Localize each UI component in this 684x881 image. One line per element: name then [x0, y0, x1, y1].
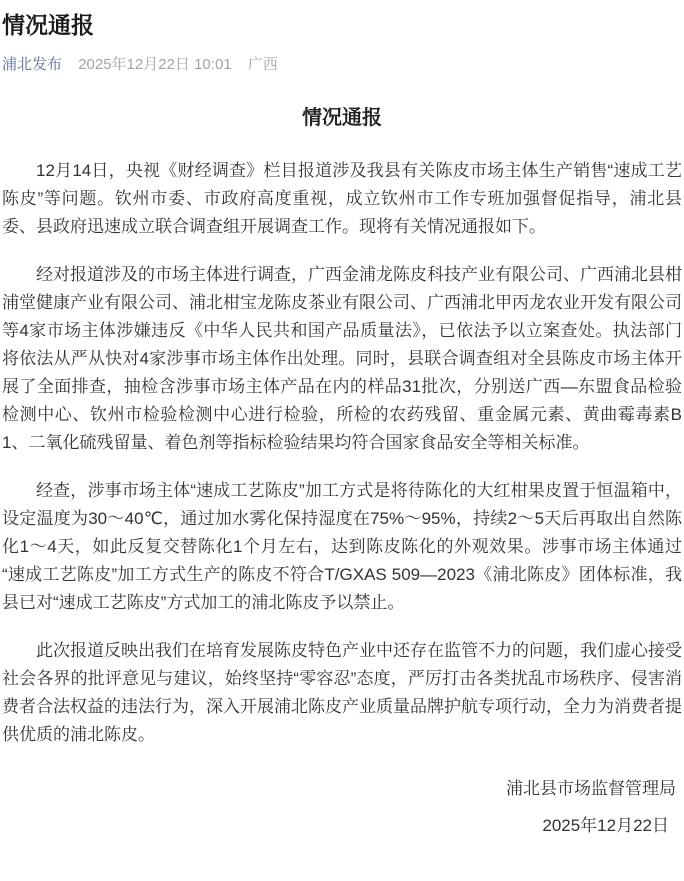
article-paragraph: 此次报道反映出我们在培育发展陈皮特色产业中还存在监管不力的问题，我们虚心接受社会各界的批评意见与建议，始终坚持“零容忍”态度，严厉打击各类扰乱市场秩序、侵害消费者合法权益的违法行为，深入开展浦北陈皮产业质量品牌护航专项行动，全力为消费者提供优质的浦北陈皮。 [2, 641, 682, 744]
page-title: 情况通报 [2, 12, 94, 38]
article-body [2, 157, 682, 749]
article-paragraph: 经对报道涉及的市场主体进行调查，广西金浦龙陈皮科技产业有限公司、广西浦北县柑浦堂健康产业有限公司、浦北柑宝龙陈皮茶业有限公司、广西浦北甲丙龙农业开发有限公司等4家市场主体涉嫌违反《中华人民共和国产品质量法》，已依法予以立案查处。执法部门将依法从严从快对4家涉事市场主体作出处理。同时，县联合调查组对全县陈皮市场主体开展了全面排查，抽检含涉事市场主体产品在内的样品31批次，分别送广西—东盟食品检验检测中心、钦州市检验检测中心进行检验，所检的农药残留、重金属元素、黄曲霉毒素B1、二氧化硫残留量、着色剂等指标检验结果均符合国家食品安全等相关标准。 [2, 265, 682, 452]
article-paragraph: 经查，涉事市场主体“速成工艺陈皮”加工方式是将待陈化的大红柑果皮置于恒温箱中，设定温度为30～40℃，通过加水雾化保持湿度在75%～95%，持续2～5天后再取出自然陈化1～4天，如此反复交替陈化1个月左右，达到陈皮陈化的外观效果。涉事市场主体通过“速成工艺陈皮”加工方式生产的陈皮不符合T/GXAS 509—2023《浦北陈皮》团体标准，我县已对“速成工艺陈皮”方式加工的浦北陈皮予以禁止。 [2, 481, 682, 612]
signature-date: 2025年12月22日 [542, 816, 669, 835]
publish-location: 广西 [247, 56, 278, 73]
document-heading: 情况通报 [302, 107, 382, 129]
article-paragraph: 12月14日，央视《财经调查》栏目报道涉及我县有关陈皮市场主体生产销售“速成工艺陈皮”等问题。钦州市委、市政府高度重视，成立钦州市工作专班加强督促指导，浦北县委、县政府迅速成立联合调查组开展调查工作。现将有关情况通报如下。 [2, 161, 682, 236]
publish-timestamp: 2025年12月22日 10:01 [78, 56, 232, 73]
article-meta [2, 54, 682, 75]
signature-org: 浦北县市场监督管理局 [506, 779, 676, 798]
account-name-link[interactable]: 浦北发布 [2, 56, 63, 73]
